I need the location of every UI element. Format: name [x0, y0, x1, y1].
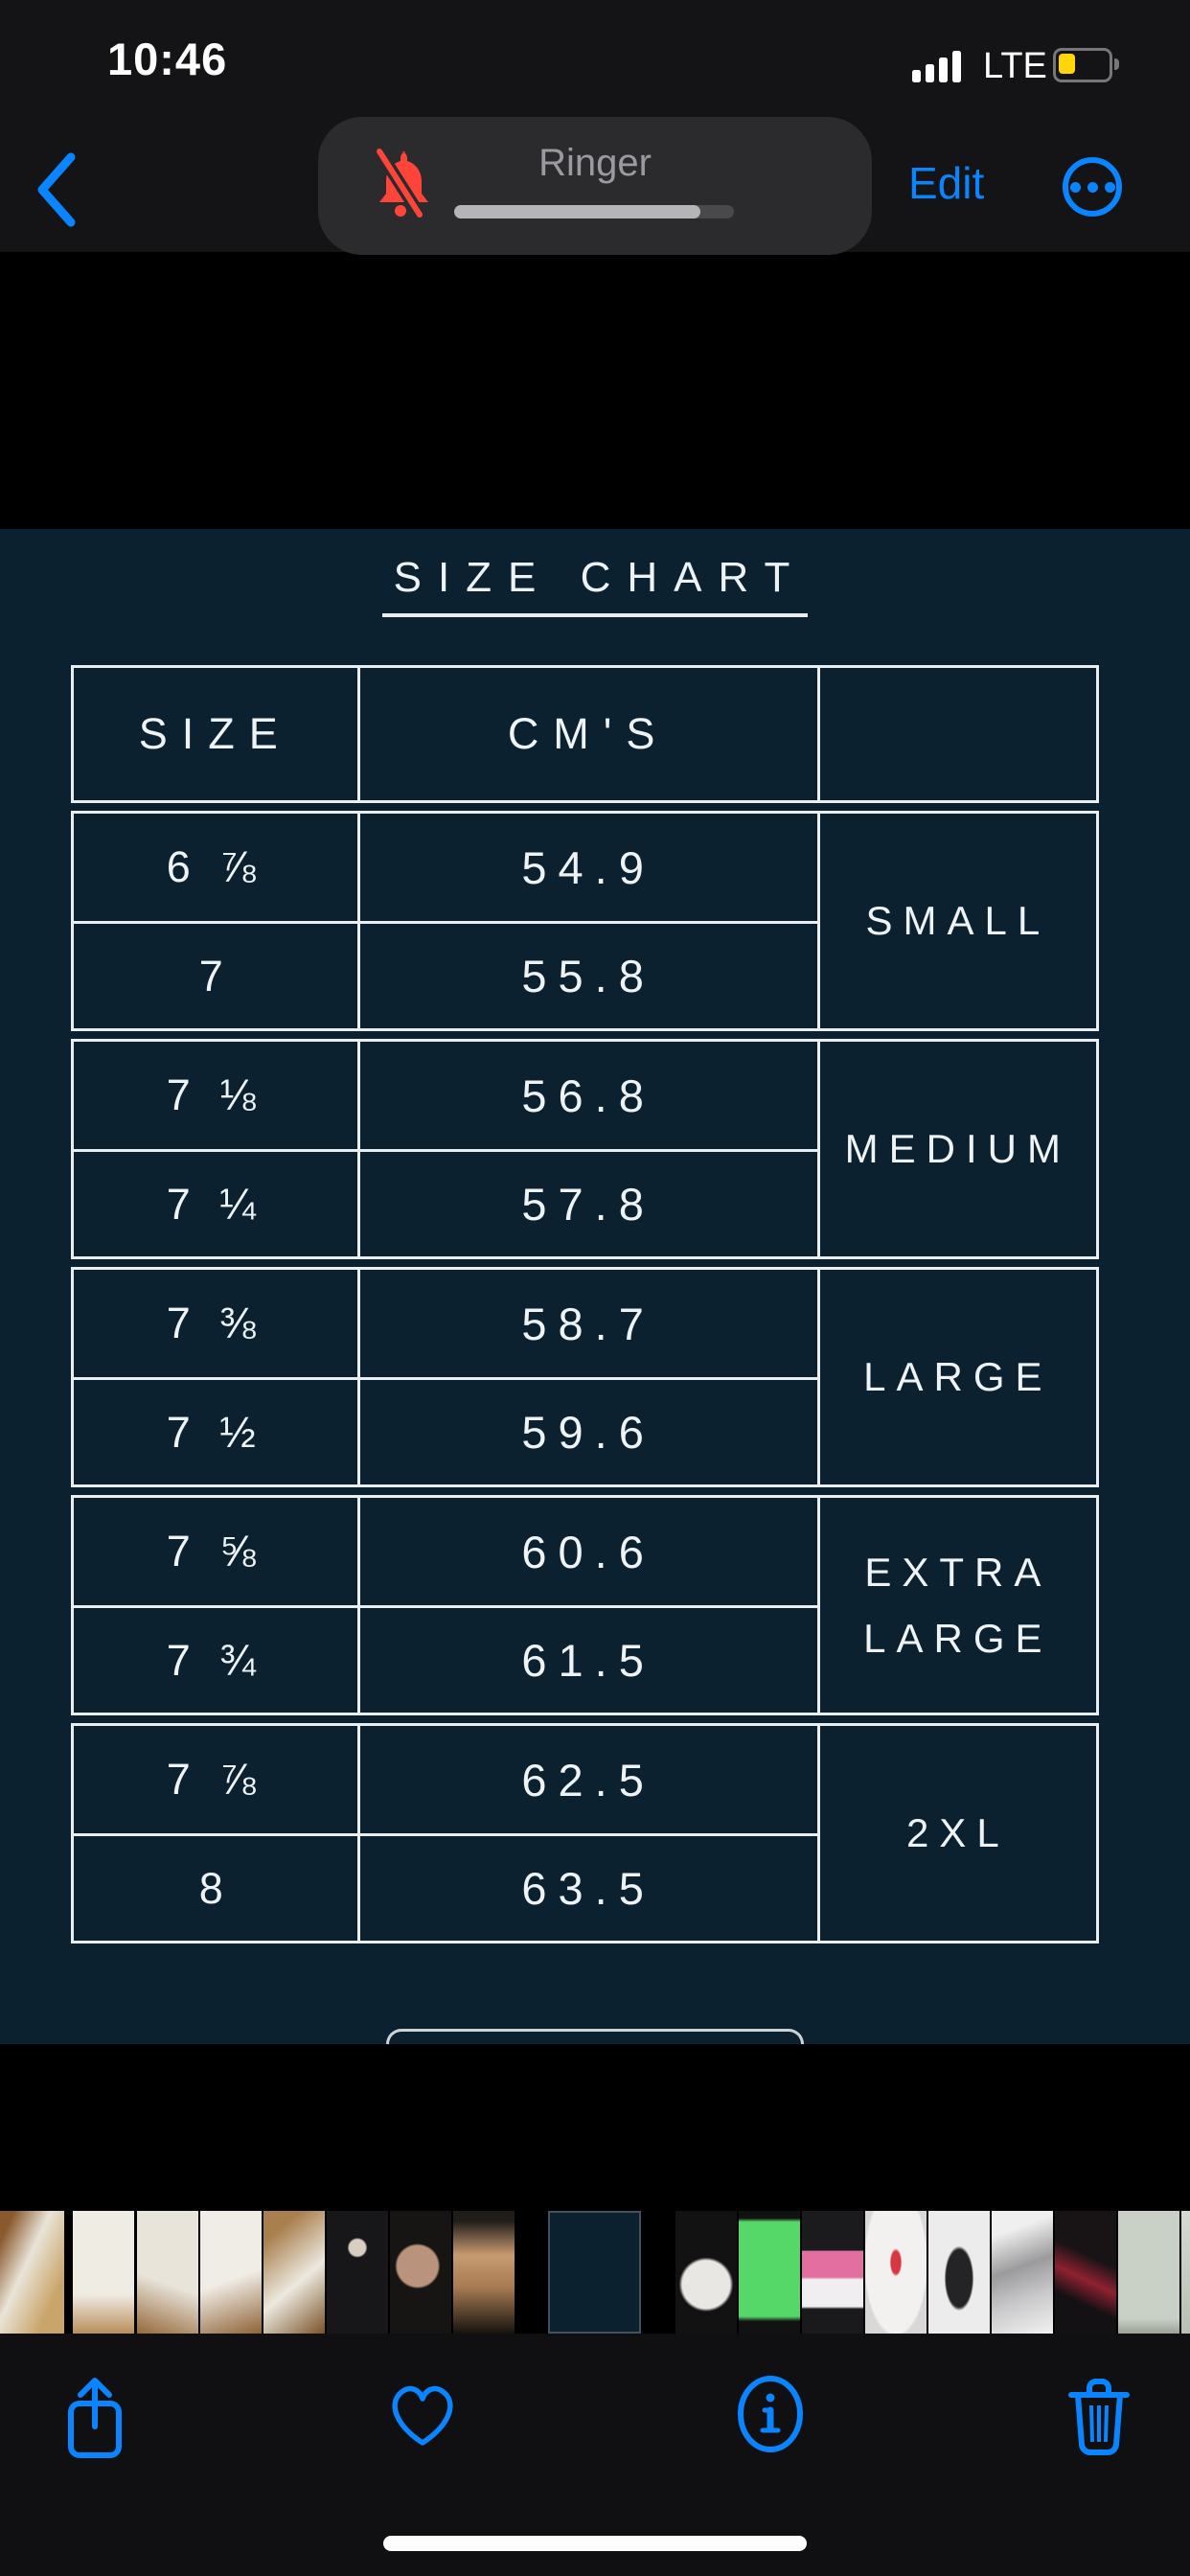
- thumbnail[interactable]: [390, 2211, 451, 2334]
- header-size: SIZE: [138, 709, 292, 758]
- thumbnail[interactable]: [73, 2211, 134, 2334]
- size-cell: 7 ⅝: [166, 1527, 264, 1576]
- thumbnail[interactable]: [453, 2211, 515, 2334]
- thumbnail[interactable]: [200, 2211, 262, 2334]
- cm-cell: 56.8: [357, 1042, 817, 1149]
- share-button[interactable]: [60, 2374, 129, 2465]
- thumbnail-strip: [0, 2211, 1190, 2334]
- group-label: SMALL: [817, 814, 1096, 1028]
- thumbnail[interactable]: [0, 2211, 64, 2334]
- cm-cell: 57.8: [357, 1149, 817, 1256]
- cm-cell: 54.9: [357, 814, 817, 921]
- cm-cell: 61.5: [357, 1605, 817, 1713]
- size-cell: 8: [74, 1833, 357, 1941]
- photo-image[interactable]: [0, 529, 1190, 2044]
- size-cell: 7 ¾: [74, 1605, 357, 1713]
- cm-cell: 60.6: [357, 1498, 817, 1605]
- thumbnail-current[interactable]: [548, 2211, 641, 2334]
- volume-slider: [454, 205, 734, 218]
- battery-icon: [1053, 48, 1120, 80]
- size-cell: 7 ½: [74, 1377, 357, 1484]
- chevron-left-icon: [29, 146, 86, 234]
- thumbnail[interactable]: [1118, 2211, 1179, 2334]
- edit-button[interactable]: Edit: [908, 158, 985, 208]
- cm-cell: 63.5: [357, 1833, 817, 1941]
- more-options-button[interactable]: [1063, 157, 1122, 217]
- group-label: 2XL: [817, 1726, 1096, 1941]
- ellipsis-icon: [1070, 182, 1081, 193]
- time-display: 10:46: [107, 34, 228, 84]
- delete-button[interactable]: [1064, 2374, 1134, 2463]
- header-empty: [817, 668, 1096, 800]
- thumbnail[interactable]: [263, 2211, 325, 2334]
- cm-cell: 55.8: [357, 921, 817, 1028]
- network-type-label: LTE: [983, 46, 1047, 86]
- group-label: MEDIUM: [817, 1042, 1096, 1256]
- size-cell: 7 ⅞: [166, 1755, 264, 1804]
- thumbnail[interactable]: [992, 2211, 1053, 2334]
- cm-cell: 62.5: [357, 1726, 817, 1833]
- thumbnail[interactable]: [928, 2211, 990, 2334]
- cm-cell: 59.6: [357, 1377, 817, 1484]
- table-header-row: [71, 665, 1099, 803]
- header-cms: CM'S: [357, 668, 817, 800]
- back-button[interactable]: [29, 146, 86, 234]
- heart-icon: [383, 2380, 462, 2452]
- thumbnail[interactable]: [802, 2211, 863, 2334]
- volume-slider-fill: [454, 205, 700, 218]
- top-navigation-bar: [0, 0, 1190, 252]
- size-chart-title: SIZE CHART: [0, 554, 1190, 617]
- ringer-volume-hud: [318, 117, 872, 255]
- size-cell: 7 ⅛: [166, 1070, 264, 1119]
- table-group-2xl: [71, 1723, 1099, 1944]
- table-group-extra-large: [71, 1495, 1099, 1715]
- thumbnail[interactable]: [865, 2211, 927, 2334]
- thumbnail[interactable]: [137, 2211, 198, 2334]
- cellular-signal-icon: [912, 50, 972, 82]
- table-group-large: [71, 1267, 1099, 1487]
- thumbnail[interactable]: [327, 2211, 388, 2334]
- share-icon: [60, 2374, 129, 2460]
- thumbnail[interactable]: [1055, 2211, 1116, 2334]
- thumbnail[interactable]: [1181, 2211, 1190, 2334]
- battery-fill: [1059, 54, 1075, 74]
- favorite-button[interactable]: [383, 2380, 462, 2457]
- cm-cell: 58.7: [357, 1270, 817, 1377]
- table-group-small: [71, 811, 1099, 1031]
- info-button[interactable]: [733, 2372, 808, 2461]
- size-cell: 6 ⅞: [166, 842, 264, 891]
- group-label: LARGE: [817, 1270, 1096, 1484]
- group-label: EXTRA LARGE: [817, 1498, 1096, 1713]
- thumbnail[interactable]: [675, 2211, 737, 2334]
- size-table: [71, 665, 1099, 1944]
- table-group-medium: [71, 1039, 1099, 1259]
- size-cell: 7: [74, 921, 357, 1028]
- ringer-label: Ringer: [538, 142, 652, 184]
- size-cell: 7 ¼: [74, 1149, 357, 1256]
- size-cell: 7 ⅜: [166, 1299, 264, 1347]
- trash-icon: [1064, 2374, 1134, 2458]
- cropped-logo-outline: [386, 2029, 804, 2044]
- info-icon: [733, 2372, 808, 2456]
- thumbnail[interactable]: [739, 2211, 800, 2334]
- home-indicator[interactable]: [383, 2536, 807, 2551]
